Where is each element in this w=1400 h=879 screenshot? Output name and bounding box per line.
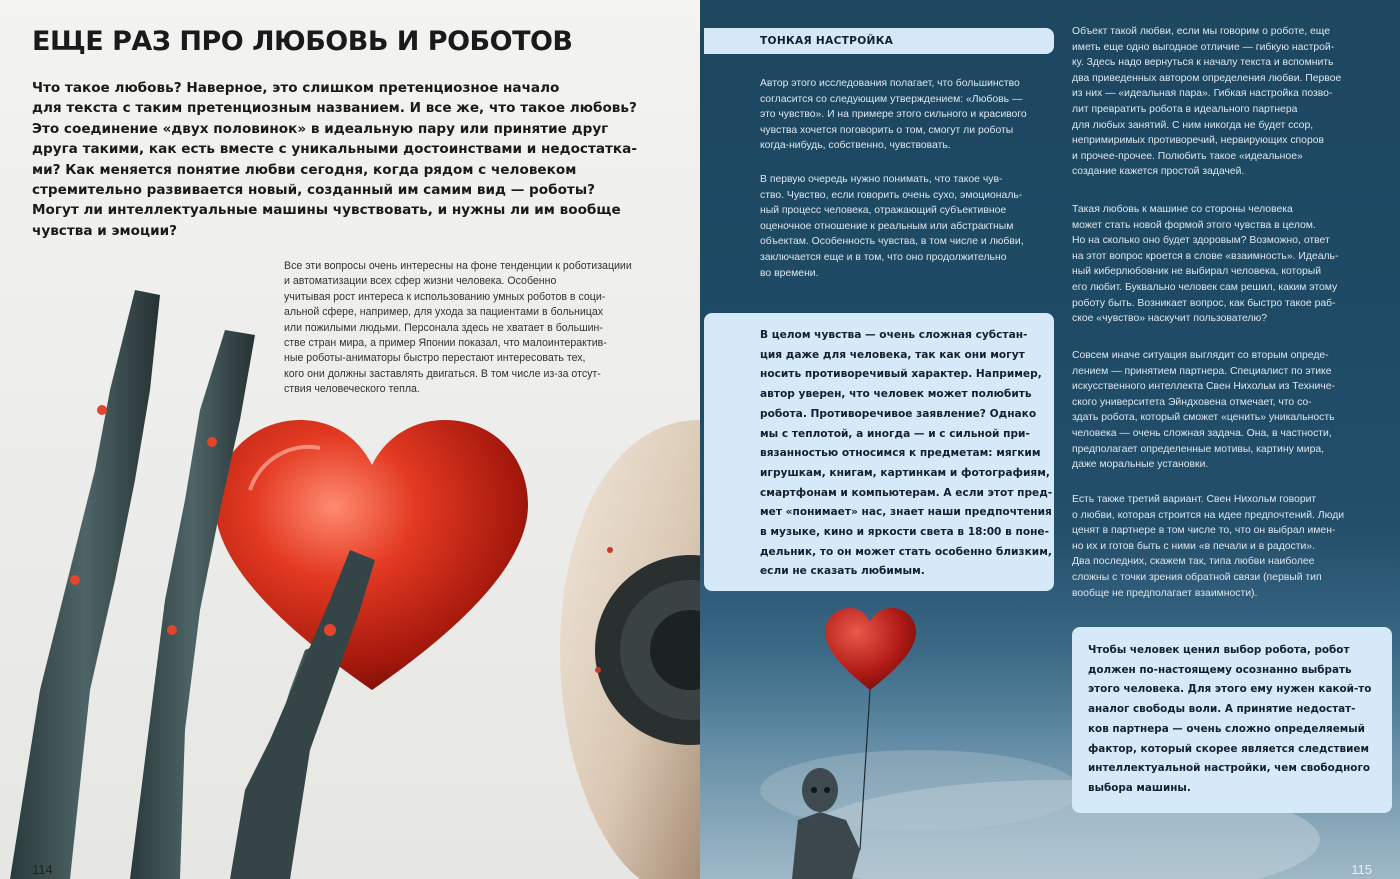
text-line: согласится со следующим утверждением: «Любовь —	[760, 93, 1023, 105]
text-line: Все эти вопросы очень интересны на фоне тенденции к роботизациии	[284, 260, 632, 272]
callout-box-2	[1072, 627, 1392, 813]
callout-text	[1088, 641, 1371, 799]
text-line: или пожилыми людьми. Персонала здесь не хватает в большин-	[284, 321, 603, 334]
text-line: в музыке, кино и яркости света в 18:00 в поне-	[760, 526, 1050, 539]
text-line: на этот вопрос кроется в слове «взаимность». Идеаль-	[1072, 250, 1339, 262]
text-line: иметь еще одно выгодное отличие — гибкую настрой-	[1072, 41, 1335, 53]
text-line: для любых занятий. С ним никогда не будет ссор,	[1072, 119, 1314, 131]
text-line: объектам. Особенность чувства, в том числе и любви,	[760, 236, 1024, 248]
text-line: сложны с точки зрения обратной связи (первый тип	[1072, 571, 1322, 583]
text-line: друга такими, как есть вместе с уникальными достоинствами и недостатка-	[32, 141, 637, 158]
text-line: аналог свободы воли. А принятие недостат-	[1088, 703, 1356, 716]
page-number: 114	[32, 862, 53, 877]
text-line: Но на сколько оно будет здоровым? Возможно, ответ	[1072, 235, 1330, 247]
text-line: два приведенных автором определения любви. Первое	[1072, 72, 1342, 84]
text-line: вязанностью относимся к предметам: мягким	[760, 447, 1041, 460]
text-line: лением — принятием партнера. Специалист по этике	[1072, 365, 1332, 377]
text-line: Что такое любовь? Наверное, это слишком претенциозное начало	[32, 80, 560, 96]
text-line: Совсем иначе ситуация выглядит со вторым опреде-	[1072, 350, 1329, 361]
text-line: интеллектуальной настройки, чем свободного	[1088, 762, 1371, 775]
text-line: это чувство». И на примере этого сильного и красивого	[760, 109, 1027, 121]
text-line: и автоматизации всех сфер жизни человека. Особенно	[284, 275, 557, 288]
page-number: 115	[1351, 862, 1372, 877]
text-line: дельник, то он может стать особенно близким,	[760, 545, 1052, 558]
callout-text	[760, 326, 1052, 582]
text-line: этого человека. Для этого ему нужен какой-то	[1088, 683, 1372, 696]
text-line: предполагает определенные мотивы, картину мира,	[1072, 443, 1325, 455]
text-line: альной сфере, например, для ухода за пациентами в больницах	[284, 306, 604, 319]
text-line: может стать новой формой этого чувства в целом.	[1072, 219, 1316, 231]
text-line: ми? Как меняется понятие любви сегодня, когда рядом с человеком	[32, 161, 577, 178]
text-line: смартфонам и компьютерам. А если этот пред-	[760, 486, 1053, 499]
column2-paragraph-3	[1072, 348, 1335, 473]
text-line: Такая любовь к машине со стороны человека	[1072, 204, 1293, 215]
text-line: ское «чувство» наскучит пользователю?	[1072, 313, 1268, 325]
text-line: учитывая рост интереса к использованию умных роботов в соци-	[284, 290, 606, 303]
text-line: ция даже для человека, так как они могут	[760, 348, 1025, 361]
article-title: ЕЩЕ РАЗ ПРО ЛЮБОВЬ И РОБОТОВ	[32, 26, 573, 57]
text-line: чувства и эмоции?	[32, 222, 178, 239]
text-line: В первую очередь нужно понимать, что такое чув-	[760, 174, 1003, 185]
text-line: выбора машины.	[1088, 781, 1191, 794]
text-line: мы с теплотой, а иногда — и с сильной при-	[760, 427, 1030, 440]
text-line: стремительно развивается новый, созданный им самим вид — роботы?	[32, 182, 595, 199]
text-line: заключается еще и в том, что оно продолжительно	[760, 251, 1007, 263]
text-line: ный киберлюбовник не выбирал человека, который	[1072, 266, 1322, 278]
text-line: если не сказать любимым.	[760, 565, 925, 578]
text-line: здать робота, который сможет «ценить» уникальность	[1072, 412, 1335, 424]
text-line: во времени.	[760, 267, 819, 279]
text-line: мет «понимает» нас, знает наши предпочтения	[760, 506, 1052, 519]
column2-paragraph-2	[1072, 202, 1338, 327]
text-line: ные роботы-аниматоры быстро перестают интересовать тех,	[284, 352, 586, 365]
text-line: ценят в партнере в том числе то, что он выбрал имен-	[1072, 525, 1336, 537]
text-line: Могут ли интеллектуальные машины чувствовать, и нужны ли им вообще	[32, 202, 621, 219]
text-line: робота. Противоречивое заявление? Однако	[760, 407, 1037, 420]
text-line: игрушкам, книгам, картинкам и фотографиям,	[760, 466, 1050, 479]
text-line: ствия человеческого тепла.	[284, 383, 420, 396]
text-line: и прочее-прочее. Полюбить такое «идеальное»	[1072, 150, 1303, 162]
text-line: Объект такой любви, если мы говорим о роботе, еще	[1072, 26, 1330, 37]
text-line: ского университета Эйндховена отмечает, что со-	[1072, 396, 1312, 408]
text-line: носить противоречивый характер. Например,	[760, 368, 1042, 381]
text-line: должен по-настоящему осознанно выбрать	[1088, 663, 1352, 676]
text-line: человека — очень сложная задача. Она, в частности,	[1072, 427, 1332, 439]
text-line: когда-нибудь, собственно, чувствовать.	[760, 140, 951, 152]
column1-paragraph-2	[760, 172, 1024, 281]
text-line: ков партнера — очень сложно определяемый	[1088, 722, 1365, 735]
text-line: Чтобы человек ценил выбор робота, робот	[1088, 644, 1350, 656]
text-line: В целом чувства — очень сложная субстан-	[760, 329, 1028, 341]
section-label-tab	[704, 28, 1054, 54]
section-label: ТОНКАЯ НАСТРОЙКА	[760, 35, 894, 47]
text-line: для текста с таким претенциозным названием. И все же, что такое любовь?	[32, 100, 637, 117]
text-line: ку. Здесь надо вернуться к началу текста и вспомнить	[1072, 57, 1334, 69]
text-line: даже моральные установки.	[1072, 459, 1209, 471]
text-line: непримиримых противоречий, нервирующих споров	[1072, 135, 1325, 147]
column2-paragraph-4	[1072, 492, 1344, 601]
text-line: ный процесс человека, отражающий субъективное	[760, 205, 1007, 217]
text-line: чувства хочется поговорить о том, смогут ли роботы	[760, 124, 1014, 136]
text-line: Это соединение «двух половинок» в идеальную пару или принятие друг	[32, 120, 609, 137]
text-line: из них — «идеальная пара». Гибкая настройка позво-	[1072, 88, 1333, 100]
text-line: Автор этого исследования полагает, что большинство	[760, 78, 1020, 89]
text-line: но их и готов быть с ними «в печали и в радости».	[1072, 540, 1315, 552]
text-line: о любви, которая строится на идее предпочтений. Люди	[1072, 509, 1345, 521]
text-line: фактор, который скорее является следствием	[1088, 742, 1369, 755]
lead-paragraph	[32, 78, 637, 241]
text-line: искусственного интеллекта Свен Нихольм из Техниче-	[1072, 381, 1335, 393]
callout-box-1	[704, 313, 1054, 591]
text-line: кого они должны заставлять двигаться. В том числе из-за отсут-	[284, 367, 601, 380]
text-line: его любит. Буквально человек сам решил, каким этому	[1072, 281, 1338, 293]
column1-paragraph-1	[760, 76, 1027, 154]
intro-body-text	[284, 259, 632, 398]
text-line: лит превратить робота в идеального партнера	[1072, 103, 1298, 115]
text-line: стве стран мира, а пример Японии показал, что малоинтерактив-	[284, 337, 607, 350]
text-line: создание кажется простой задачей.	[1072, 166, 1245, 178]
column2-paragraph-1	[1072, 24, 1341, 180]
text-line: автор уверен, что человек может полюбить	[760, 388, 1032, 401]
text-line: Есть также третий вариант. Свен Нихольм говорит	[1072, 494, 1317, 505]
text-line: оценочное отношение к реальным или абстрактным	[760, 220, 1014, 232]
right-page	[700, 0, 1400, 879]
text-line: вообще не предполагает взаимности).	[1072, 587, 1258, 599]
text-line: Два последних, скажем так, типа любви наиболее	[1072, 556, 1315, 568]
text-line: роботу быть. Возникает вопрос, как быстро такое раб-	[1072, 297, 1336, 309]
text-line: ство. Чувство, если говорить очень сухо, эмоциональ-	[760, 189, 1023, 201]
